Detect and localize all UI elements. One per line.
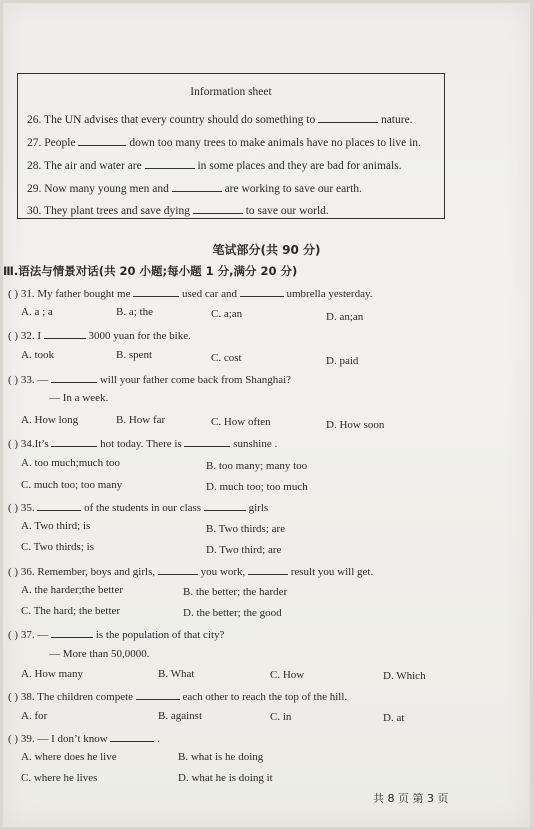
question-31: ( ) 31. My father bought me used car and umbrella yesterday.	[8, 288, 373, 300]
option-a[interactable]: A. How many	[21, 668, 84, 680]
option-d[interactable]: D. the better; the good	[183, 607, 282, 619]
answer-blank[interactable]	[51, 627, 93, 638]
answer-blank[interactable]	[136, 689, 180, 700]
answer-blank[interactable]	[51, 372, 97, 383]
option-a[interactable]: A. too much;much too	[21, 457, 120, 469]
option-a[interactable]: A. Two third; is	[21, 520, 91, 532]
option-c[interactable]: C. How often	[211, 416, 271, 428]
option-a[interactable]: A. for	[21, 710, 48, 722]
answer-blank[interactable]	[158, 564, 198, 575]
section-title: 笔试部分(共 90 分)	[212, 243, 321, 257]
option-d[interactable]: D. at	[383, 712, 405, 724]
option-c[interactable]: C. Two thirds; is	[21, 541, 94, 553]
option-b[interactable]: B. spent	[116, 349, 153, 361]
answer-blank[interactable]	[318, 112, 378, 123]
option-d[interactable]: D. Two third; are	[206, 544, 282, 556]
option-b[interactable]: B. the better; the harder	[183, 586, 288, 598]
option-c[interactable]: C. cost	[211, 352, 242, 364]
info-line-28: 28. The air and water are in some places and they are bad for animals.	[27, 160, 402, 172]
question-38: ( ) 38. The children compete each other to reach the top of the hill.	[8, 691, 348, 703]
question-32: ( ) 32. I 3000 yuan for the bike.	[8, 330, 191, 342]
option-d[interactable]: D. an;an	[326, 311, 364, 323]
info-sheet-title: Information sheet	[190, 86, 272, 98]
option-c[interactable]: C. in	[270, 711, 292, 723]
option-d[interactable]: D. How soon	[326, 419, 385, 431]
answer-blank[interactable]	[172, 181, 222, 192]
answer-blank[interactable]	[51, 436, 97, 447]
option-b[interactable]: B. what is he doing	[178, 751, 264, 763]
answer-blank[interactable]	[193, 203, 243, 214]
info-line-30: 30. They plant trees and save dying to save our world.	[27, 205, 329, 217]
answer-blank[interactable]	[248, 564, 288, 575]
answer-blank[interactable]	[204, 500, 246, 511]
question-34: ( ) 34.It’s hot today. There is sunshine .	[8, 438, 278, 450]
option-a[interactable]: A. where does he live	[21, 751, 117, 763]
option-c[interactable]: C. much too; too many	[21, 479, 123, 491]
question-39: ( ) 39. — I don’t know .	[8, 733, 160, 745]
question-33: ( ) 33. — will your father come back from Shanghai?	[8, 374, 292, 386]
answer-blank[interactable]	[133, 286, 179, 297]
information-sheet-box	[17, 73, 445, 219]
option-c[interactable]: C. a;an	[211, 308, 243, 320]
option-b[interactable]: B. How far	[116, 414, 166, 426]
info-line-26: 26. The UN advises that every country should do something to nature.	[27, 114, 413, 126]
option-d[interactable]: D. paid	[326, 355, 359, 367]
page-footer: 共 8 页 第 3 页	[373, 792, 449, 805]
dialogue-reply: — More than 50,0000.	[49, 648, 150, 660]
option-a[interactable]: A. the harder;the better	[21, 584, 124, 596]
option-b[interactable]: B. a; the	[116, 306, 153, 318]
info-line-27: 27. People down too many trees to make animals have no places to live in.	[27, 137, 421, 149]
option-b[interactable]: B. What	[158, 668, 195, 680]
answer-blank[interactable]	[78, 135, 126, 146]
option-b[interactable]: B. against	[158, 710, 202, 722]
option-d[interactable]: D. much too; too much	[206, 481, 308, 493]
question-37: ( ) 37. — is the population of that city?	[8, 629, 225, 641]
answer-blank[interactable]	[184, 436, 230, 447]
answer-blank[interactable]	[240, 286, 284, 297]
option-b[interactable]: B. too many; many too	[206, 460, 308, 472]
answer-blank[interactable]	[110, 731, 154, 742]
option-c[interactable]: C. where he lives	[21, 772, 98, 784]
option-d[interactable]: D. Which	[383, 670, 426, 682]
answer-blank[interactable]	[37, 500, 81, 511]
option-c[interactable]: C. How	[270, 669, 305, 681]
answer-blank[interactable]	[44, 328, 86, 339]
option-a[interactable]: A. How long	[21, 414, 79, 426]
exam-page	[3, 3, 530, 827]
option-b[interactable]: B. Two thirds; are	[206, 523, 286, 535]
info-line-29: 29. Now many young men and are working to save our earth.	[27, 183, 362, 195]
section-header: Ⅲ.语法与情景对话(共 20 小题;每小题 1 分,满分 20 分)	[3, 264, 298, 278]
option-a[interactable]: A. a ; a	[21, 306, 53, 318]
dialogue-reply: — In a week.	[49, 392, 109, 404]
answer-blank[interactable]	[145, 158, 195, 169]
option-c[interactable]: C. The hard; the better	[21, 605, 121, 617]
question-35: ( ) 35. of the students in our class girls	[8, 502, 269, 514]
option-d[interactable]: D. what he is doing it	[178, 772, 273, 784]
option-a[interactable]: A. took	[21, 349, 54, 361]
question-36: ( ) 36. Remember, boys and girls, you work, result you will get.	[8, 566, 374, 578]
